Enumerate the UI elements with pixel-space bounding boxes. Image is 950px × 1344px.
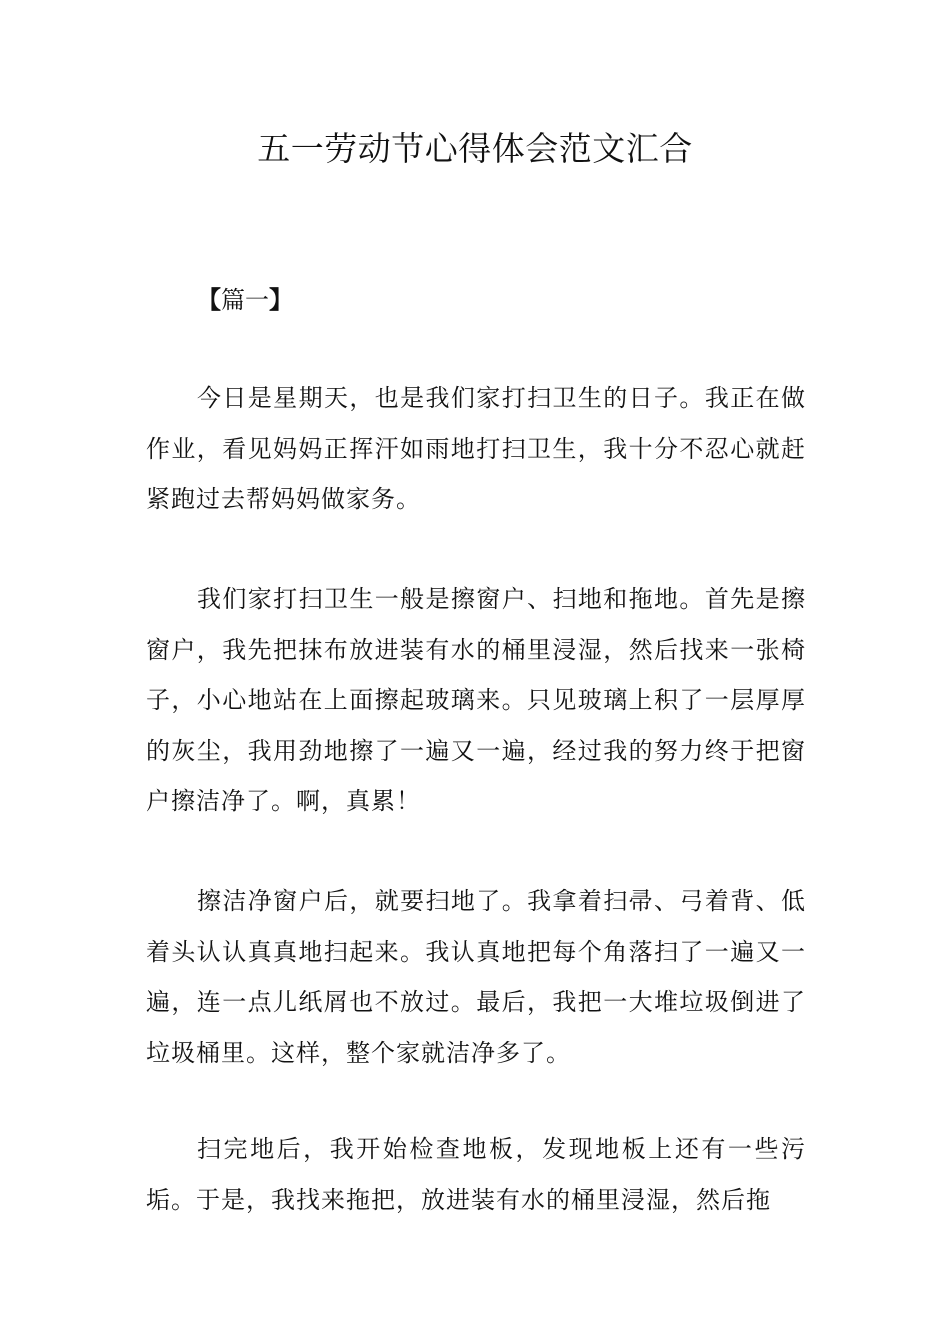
- section-heading: [197, 280, 293, 320]
- section-close-bracket: 】: [269, 285, 293, 314]
- body-paragraph: 今日是星期天，也是我们家打扫卫生的日子。我正在做作业，看见妈妈正挥汗如雨地打扫卫生，我十分不忍心就赶紧跑过去帮妈妈做家务。: [146, 384, 806, 513]
- body-paragraph: 扫完地后，我开始检查地板，发现地板上还有一些污垢。于是，我找来拖把，放进装有水的桶里浸湿，然后拖: [146, 1135, 806, 1214]
- section-label: 篇一: [221, 286, 269, 314]
- body-paragraph: 擦洁净窗户后，就要扫地了。我拿着扫帚、弓着背、低着头认认真真地扫起来。我认真地把每个角落扫了一遍又一遍，连一点儿纸屑也不放过。最后，我把一大堆垃圾倒进了垃圾桶里。这样，整个家就洁净多了。: [146, 887, 806, 1067]
- body-paragraph: 我们家打扫卫生一般是擦窗户、扫地和拖地。首先是擦窗户，我先把抹布放进装有水的桶里浸湿，然后找来一张椅子，小心地站在上面擦起玻璃来。只见玻璃上积了一层厚厚的灰尘，我用劲地擦了一遍又一遍，经过我的努力终于把窗户擦洁净了。啊，真累！: [146, 585, 806, 815]
- document-title: 五一劳动节心得体会范文汇合: [257, 129, 693, 168]
- section-open-bracket: 【: [197, 285, 221, 314]
